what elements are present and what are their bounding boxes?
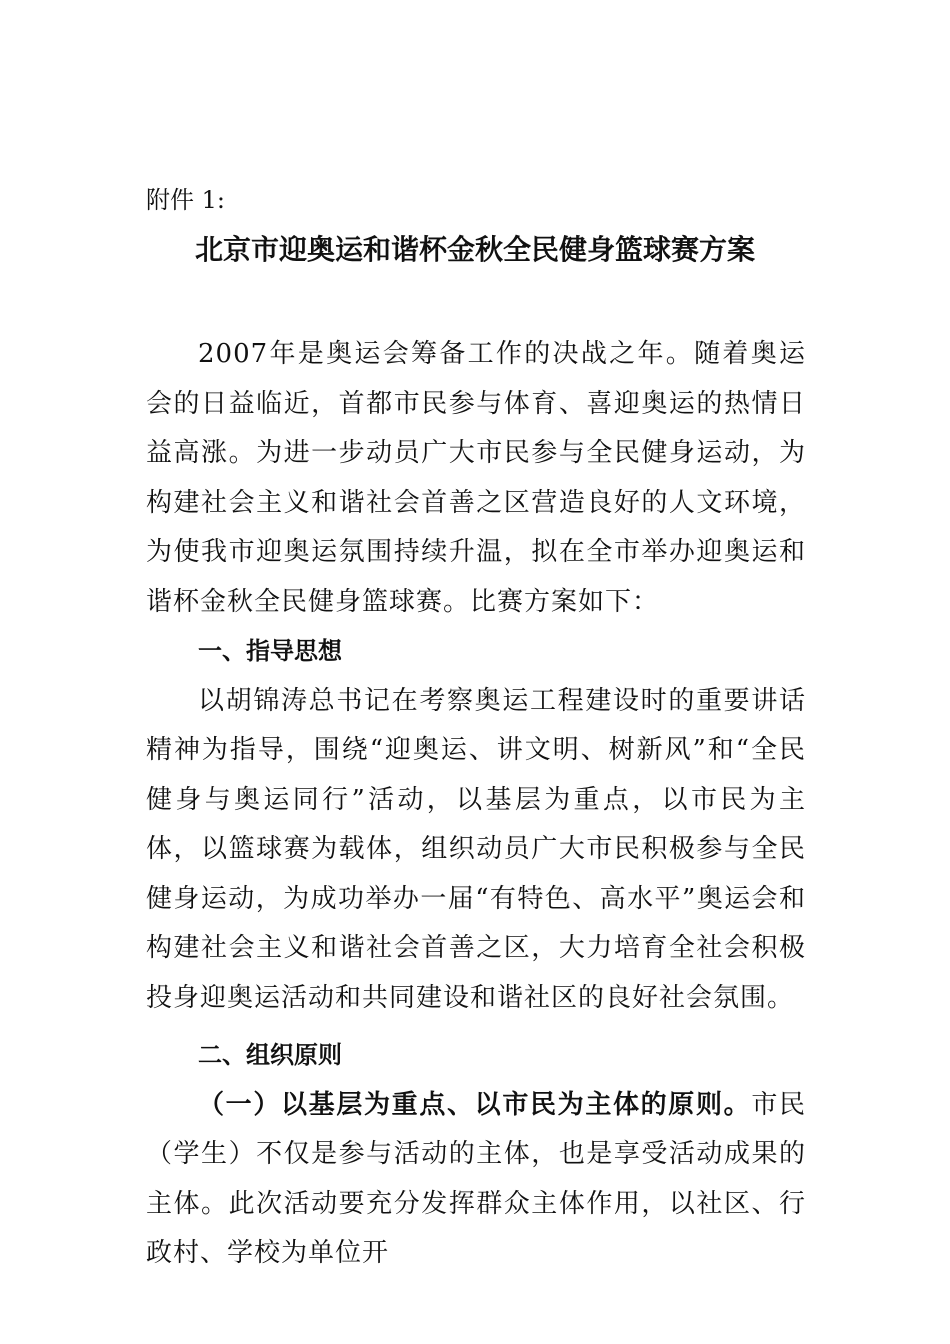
principle-1-paragraph xyxy=(146,1081,806,1279)
section-heading-guiding-thought: 一、指导思想 xyxy=(198,637,342,665)
guiding-thought-paragraph: 以胡锦涛总书记在考察奥运工程建设时的重要讲话精神为指导，围绕“迎奥运、讲文明、树新风”和“全民健身与奥运同行”活动，以基层为重点，以市民为主体，以篮球赛为载体，组织动员广大市民积极参与全民健身运动，为成功举办一届“有特色、高水平”奥运会和构建社会主义和谐社会首善之区，大力培育全社会积极投身迎奥运活动和共同建设和谐社区的良好社会氛围。 xyxy=(146,685,806,1013)
intro-paragraph: 2007年是奥运会筹备工作的决战之年。随着奥运会的日益临近，首都市民参与体育、喜迎奥运的热情日益高涨。为进一步动员广大市民参与全民健身运动，为构建社会主义和谐社会首善之区营造良好的人文环境，为使我市迎奥运氛围持续升温，拟在全市举办迎奥运和谐杯金秋全民健身篮球赛。比赛方案如下： xyxy=(146,339,806,617)
attachment-label: 附件 1: xyxy=(146,186,225,214)
section-heading-organization-principles: 二、组织原则 xyxy=(198,1041,342,1069)
document-body xyxy=(146,330,806,1279)
principle-1-lead: （一）以基层为重点、以市民为主体的原则。 xyxy=(198,1089,752,1120)
principle-1-text: 市民（学生）不仅是参与活动的主体，也是享受活动成果的主体。此次活动要充分发挥群众主体作用，以社区、行政村、学校为单位开 xyxy=(146,1089,806,1268)
document-title: 北京市迎奥运和谐杯金秋全民健身篮球赛方案 xyxy=(194,233,755,266)
